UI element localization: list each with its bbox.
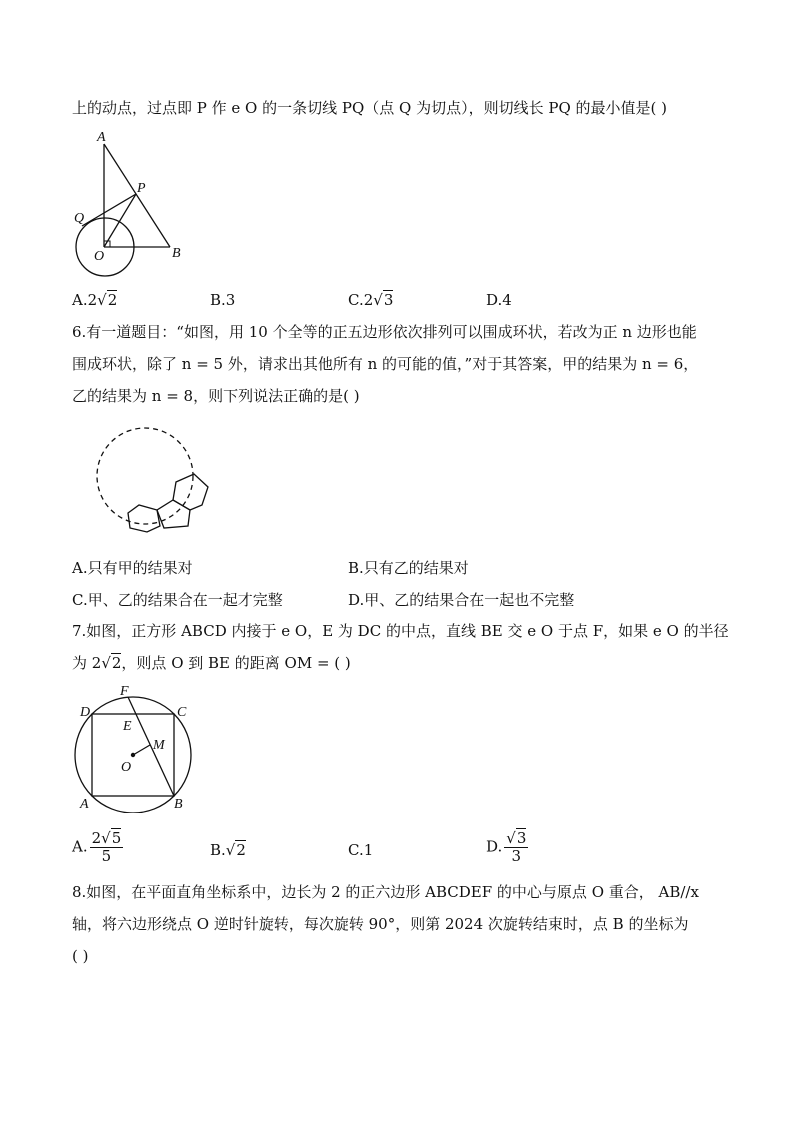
q6-option-c[interactable]: C.甲、乙的结果合在一起才完整: [72, 591, 283, 609]
q7-option-c[interactable]: C.1: [348, 841, 374, 859]
q5-label-b: B: [172, 246, 181, 261]
q6-line-1: 6.有一道题目：“如图，用 10 个全等的正五边形依次排列可以围成环状，若改为正 n 边形也能: [72, 323, 697, 341]
q7-label-d: D: [80, 705, 91, 720]
q7-point-o: [131, 753, 135, 757]
q7-option-d[interactable]: D. $\frac{√3}{3}$: [486, 829, 527, 865]
q5-line-qp: [82, 194, 136, 226]
q7-label-e: E: [123, 719, 132, 734]
q6-option-a[interactable]: A.只有甲的结果对: [72, 559, 193, 577]
q5-label-a: A: [97, 130, 106, 145]
sqrt-icon: √: [373, 291, 383, 309]
sqrt-icon: √: [225, 841, 236, 859]
q6-dashed-ring: [97, 428, 193, 524]
q6-pentagon-1: [128, 505, 160, 532]
sqrt-icon: √: [101, 654, 111, 672]
q6-pentagon-2: [157, 500, 190, 528]
q7-line-1: 7.如图，正方形 ABCD 内接于 e O，E 为 DC 的中点，直线 BE 交 e O 于点 F，如果 e O 的半径: [72, 622, 729, 640]
q7-line-fb: [128, 697, 174, 796]
q5-figure: [64, 126, 194, 286]
q7-option-a[interactable]: A. $\frac{2√5}{5}$: [72, 829, 122, 865]
q8-line-2: 轴，将六边形绕点 O 逆时针旋转，每次旋转 90°，则第 2024 次旋转结束时，点 B 的坐标为: [72, 915, 689, 933]
q7-label-c: C: [177, 705, 187, 720]
q6-line-2: 围成环状，除了 n = 5 外，请求出其他所有 n 的可能的值，”对于其答案，甲的结果为 n = 6，: [72, 355, 699, 373]
sqrt-icon: √: [506, 829, 516, 847]
q7-figure: [70, 683, 200, 813]
q7-label-f: F: [120, 684, 129, 699]
q5-label-o: O: [94, 249, 105, 264]
q8-line-1: 8.如图，在平面直角坐标系中，边长为 2 的正六边形 ABCDEF 的中心与原点 O 重合， AB//x: [72, 883, 699, 901]
sqrt-icon: √: [97, 291, 107, 309]
q6-pentagon-3: [173, 474, 208, 510]
q5-stem-tail: 上的动点，过点即 P 作 e O 的一条切线 PQ（点 Q 为切点），则切线长 PQ 的最小值是( ): [72, 99, 668, 117]
q7-label-a: A: [80, 797, 89, 812]
q6-line-3: 乙的结果为 n = 8，则下列说法正确的是( ): [72, 387, 360, 405]
q5-option-a[interactable]: A.2√2: [72, 291, 118, 309]
q5-line-op: [104, 194, 136, 247]
sqrt-icon: √: [101, 829, 111, 847]
q6-figure: [90, 418, 220, 536]
q6-option-b[interactable]: B.只有乙的结果对: [348, 559, 469, 577]
q5-label-q: Q: [74, 211, 85, 226]
q7-label-b: B: [174, 797, 183, 812]
fraction: $\frac{2√5}{5}$: [91, 829, 122, 865]
q5-option-d[interactable]: D.4: [486, 291, 512, 309]
q7-label-o: O: [121, 760, 132, 775]
q6-option-d[interactable]: D.甲、乙的结果合在一起也不完整: [348, 591, 575, 609]
q5-label-p: P: [137, 181, 146, 196]
q7-label-m: M: [153, 738, 165, 753]
q7-option-b[interactable]: B.√2: [210, 841, 246, 859]
q7-line-2: 为 2√2，则点 O 到 BE 的距离 OM = ( ): [72, 654, 351, 672]
q5-option-b[interactable]: B.3: [210, 291, 236, 309]
q7-line-om: [133, 745, 150, 755]
q5-option-c[interactable]: C.2√3: [348, 291, 394, 309]
q8-line-3: ( ): [72, 947, 89, 965]
fraction: $\frac{√3}{3}$: [506, 829, 527, 865]
